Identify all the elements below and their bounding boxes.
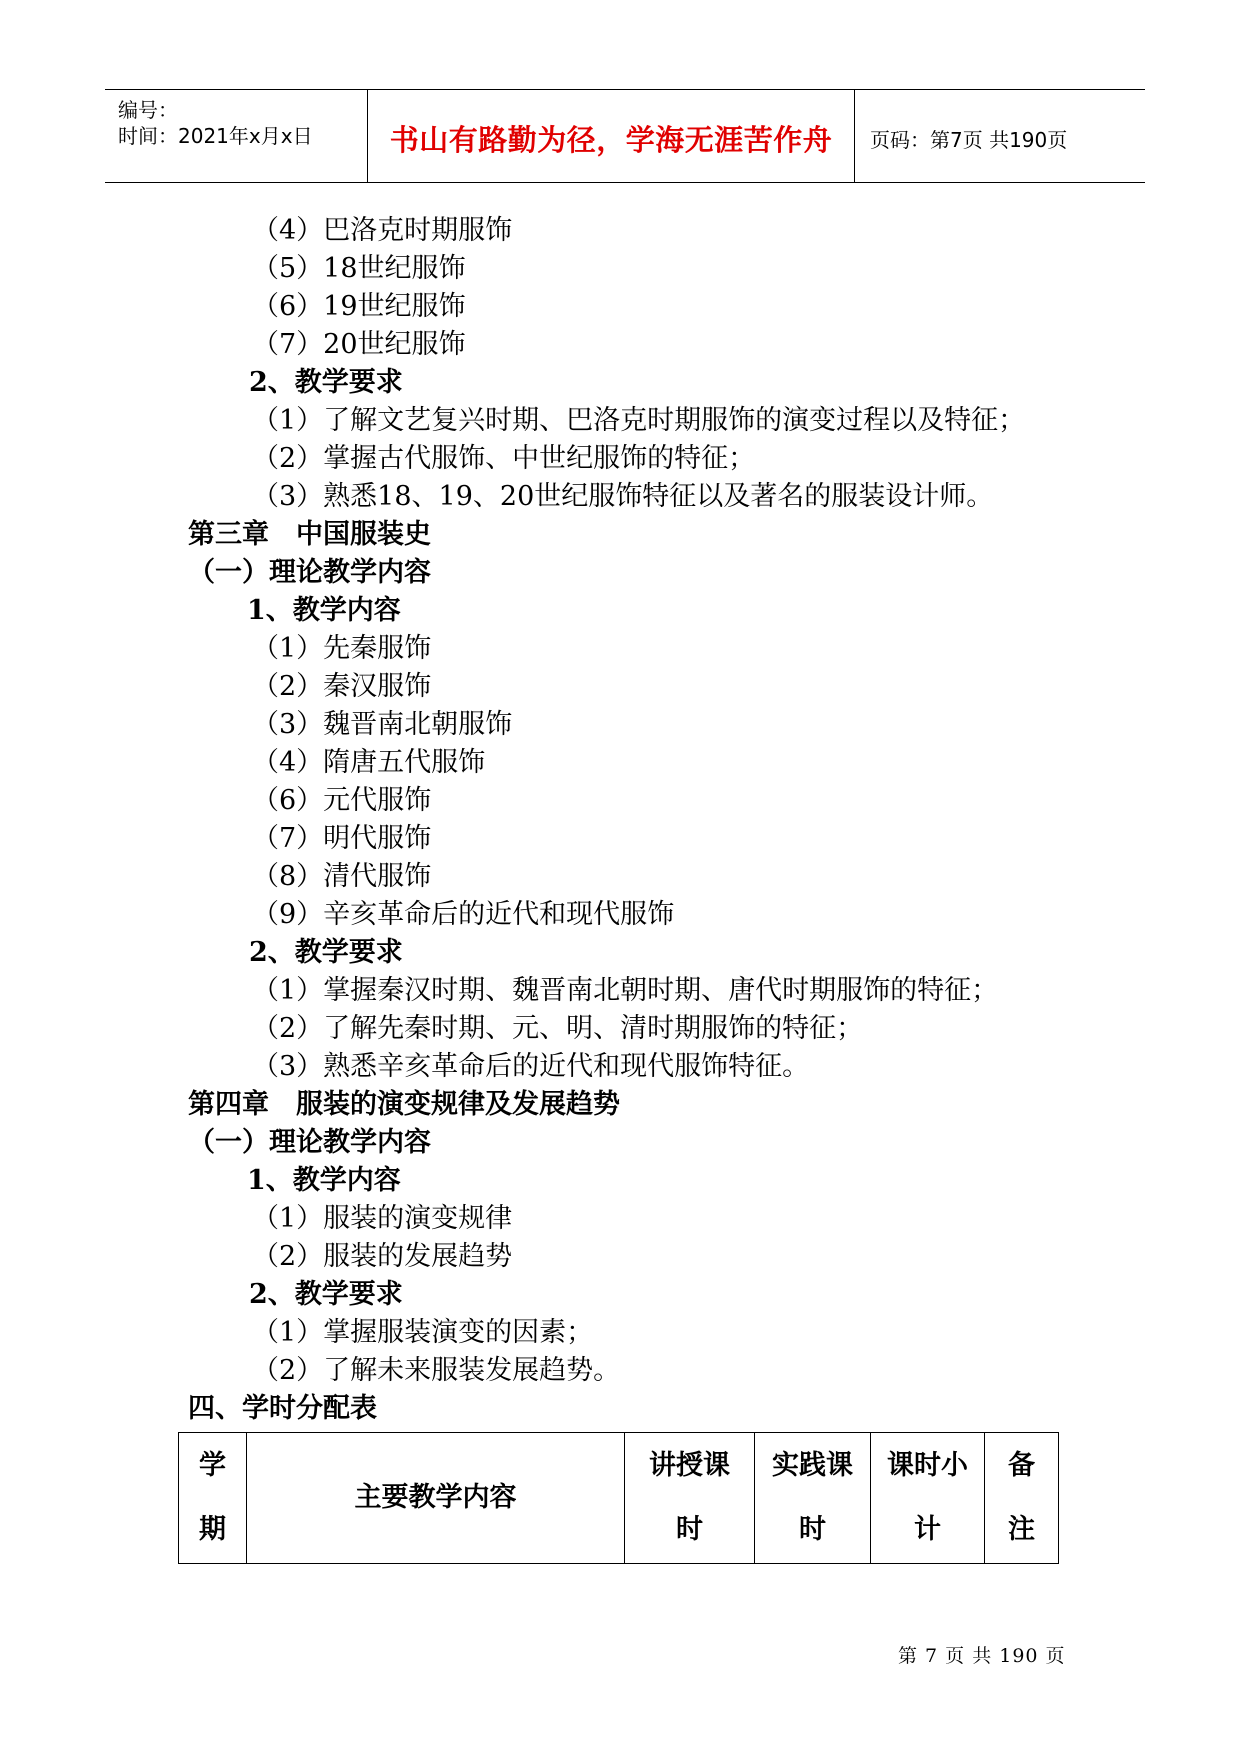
number-label: 编号： [118, 98, 178, 122]
content-line: （1）服装的演变规律 [252, 1203, 513, 1234]
content-line: （2）了解先秦时期、元、明、清时期服饰的特征； [252, 1013, 864, 1044]
section-heading: 2、教学要求 [249, 367, 403, 398]
content-line: （2）秦汉服饰 [252, 671, 432, 702]
page-header [105, 89, 1145, 183]
header-main-content: 主要教学内容 [247, 1433, 625, 1564]
header-remarks: 备 注 [985, 1433, 1059, 1564]
section-heading: 1、教学内容 [247, 595, 401, 626]
page-footer: 第 7 页 共 190 页 [898, 1645, 1066, 1667]
content-line: （7）明代服饰 [252, 823, 432, 854]
content-line: （2）掌握古代服饰、中世纪服饰的特征； [252, 443, 756, 474]
header-practice-hours: 实践课 时 [755, 1433, 871, 1564]
section-heading: 第三章 中国服装史 [188, 519, 431, 550]
header-semester: 学 期 [179, 1433, 247, 1564]
content-line: （7）20世纪服饰 [252, 329, 466, 360]
content-line: （2）服装的发展趋势 [252, 1241, 513, 1272]
content-line: （4）巴洛克时期服饰 [252, 215, 513, 246]
section-heading: 2、教学要求 [249, 937, 403, 968]
section-heading: 2、教学要求 [249, 1279, 403, 1310]
content-line: （6）元代服饰 [252, 785, 432, 816]
content-line: （6）19世纪服饰 [252, 291, 466, 322]
section-heading: 四、学时分配表 [188, 1393, 377, 1424]
content-line: （8）清代服饰 [252, 861, 432, 892]
page-info-label: 页码：第7页 共190页 [870, 128, 1068, 152]
content-line: （9）辛亥革命后的近代和现代服饰 [252, 899, 675, 930]
content-line: （1）了解文艺复兴时期、巴洛克时期服饰的演变过程以及特征； [252, 405, 1026, 436]
section-heading: 第四章 服装的演变规律及发展趋势 [188, 1089, 620, 1120]
header-middle-cell [368, 90, 855, 182]
section-heading: （一）理论教学内容 [188, 1127, 431, 1158]
section-heading: 1、教学内容 [247, 1165, 401, 1196]
content-line: （2）了解未来服装发展趋势。 [252, 1355, 621, 1386]
header-right-cell [856, 90, 1145, 182]
content-line: （3）熟悉18、19、20世纪服饰特征以及著名的服装设计师。 [252, 481, 994, 512]
header-left-cell [105, 90, 368, 182]
content-line: （5）18世纪服饰 [252, 253, 466, 284]
time-label: 时间：2021年x月x日 [118, 124, 313, 148]
content-line: （3）熟悉辛亥革命后的近代和现代服饰特征。 [252, 1051, 810, 1082]
content-line: （3）魏晋南北朝服饰 [252, 709, 513, 740]
content-line: （1）掌握秦汉时期、魏晋南北朝时期、唐代时期服饰的特征； [252, 975, 999, 1006]
motto-text: 书山有路勤为径，学海无涯苦作舟 [389, 123, 833, 157]
header-subtotal-hours: 课时小 计 [871, 1433, 985, 1564]
hours-allocation-table [178, 1432, 1059, 1564]
content-line: （4）隋唐五代服饰 [252, 747, 486, 778]
table-header-row [179, 1433, 1059, 1564]
section-heading: （一）理论教学内容 [188, 557, 431, 588]
content-line: （1）先秦服饰 [252, 633, 432, 664]
header-lecture-hours: 讲授课 时 [625, 1433, 755, 1564]
content-line: （1）掌握服装演变的因素； [252, 1317, 594, 1348]
